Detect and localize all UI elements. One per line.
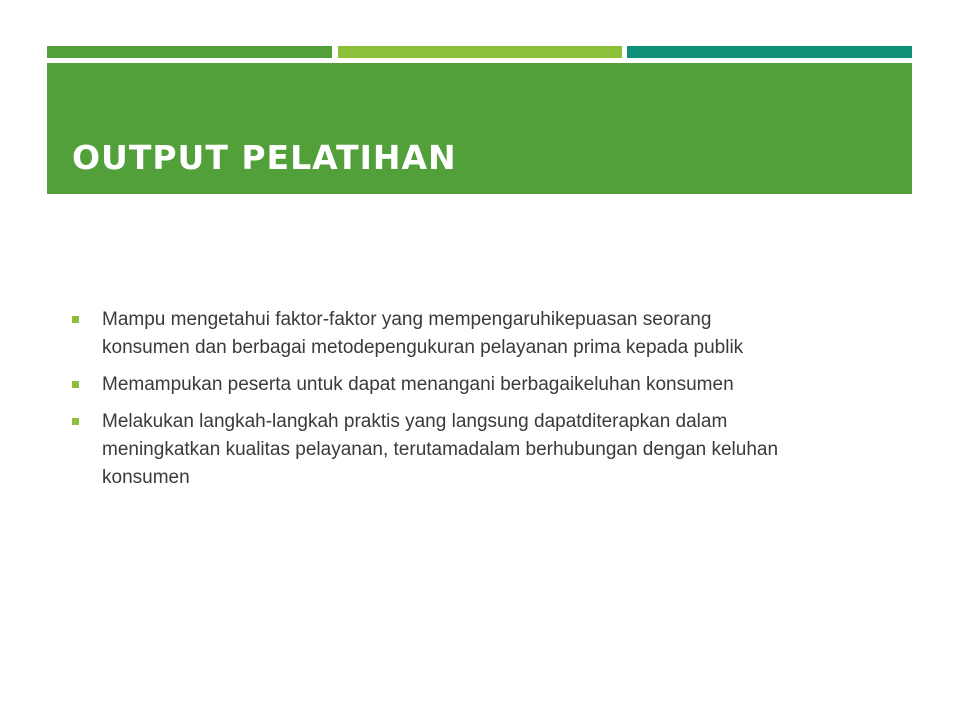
bullet-text-line: konsumen dan berbagai metodepengukuran pelayanan prima kepada publik [102, 337, 744, 358]
square-bullet-icon [72, 381, 79, 388]
bullet-text-line: Mampu mengetahui faktor-faktor yang mempengaruhikepuasan seorang [102, 309, 712, 330]
bullet-text-line: Melakukan langkah-langkah praktis yang langsung dapatditerapkan dalam [102, 411, 728, 432]
bullet-text-line: konsumen [102, 467, 190, 488]
bullet-text-line: meningkatkan kualitas pelayanan, terutamadalam berhubungan dengan keluhan [102, 439, 779, 460]
bullet-list [71, 306, 871, 501]
accent-bar-3 [627, 46, 912, 58]
bullet-item [71, 306, 871, 362]
square-bullet-icon [72, 316, 79, 323]
bullet-item [71, 371, 871, 399]
title-band [47, 63, 912, 194]
slide-title: OUTPUT PELATIHAN [72, 138, 457, 177]
accent-bar-2 [338, 46, 622, 58]
square-bullet-icon [72, 418, 79, 425]
bullet-text-line: Memampukan peserta untuk dapat menangani berbagaikeluhan konsumen [102, 374, 734, 395]
bullet-item [71, 408, 871, 492]
accent-bar-1 [47, 46, 332, 58]
